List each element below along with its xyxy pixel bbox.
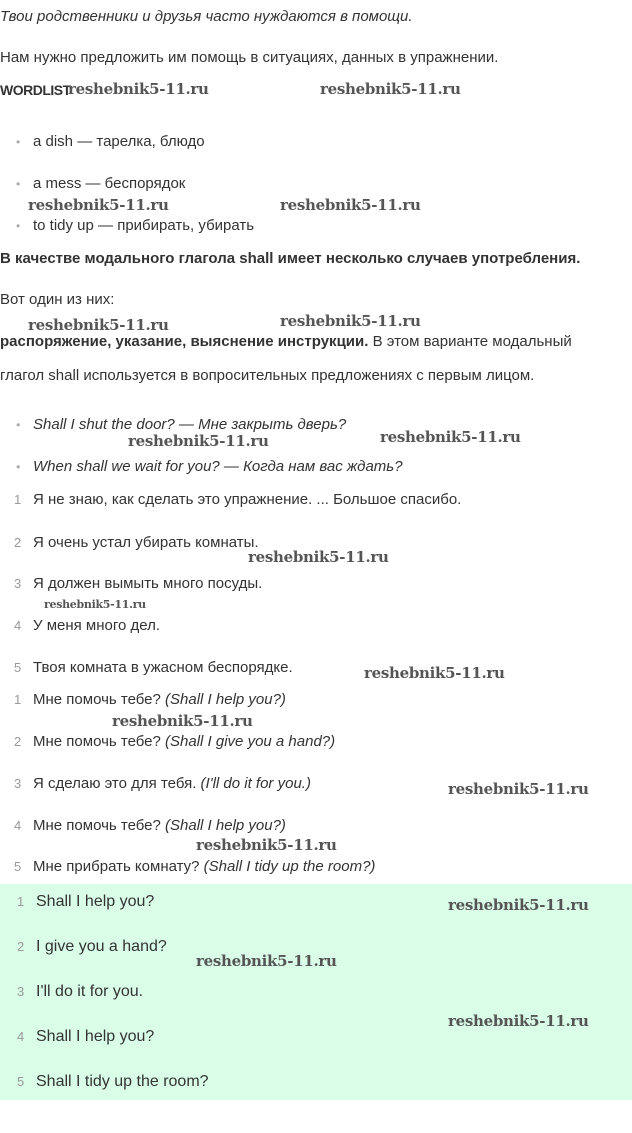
watermark: reshebnik5-11.ru — [196, 952, 337, 970]
watermark: reshebnik5-11.ru — [44, 598, 146, 611]
watermark: reshebnik5-11.ru — [320, 80, 461, 98]
bullet-icon: • — [16, 135, 21, 149]
grammar-text: распоряжение, указание, выяснение инструкции. В этом варианте модальный — [0, 333, 572, 350]
watermark: reshebnik5-11.ru — [380, 428, 521, 446]
bullet-icon: • — [16, 219, 21, 233]
watermark: reshebnik5-11.ru — [112, 712, 253, 730]
watermark: reshebnik5-11.ru — [280, 196, 421, 214]
watermark: reshebnik5-11.ru — [448, 780, 589, 798]
watermark: reshebnik5-11.ru — [448, 896, 589, 914]
intro-line: Нам нужно предложить им помощь в ситуациях, данных в упражнении. — [0, 49, 499, 66]
watermark: reshebnik5-11.ru — [128, 432, 269, 450]
grammar-text: глагол shall используется в вопросительных предложениях с первым лицом. — [0, 367, 535, 384]
intro-line: Твои родственники и друзья часто нуждаются в помощи. — [0, 8, 413, 25]
watermark: reshebnik5-11.ru — [248, 548, 389, 566]
watermark: reshebnik5-11.ru — [364, 664, 505, 682]
bullet-icon: • — [16, 177, 21, 191]
watermark: reshebnik5-11.ru — [68, 80, 209, 98]
wordlist-title: WORDLIST — [0, 82, 71, 98]
watermark: reshebnik5-11.ru — [28, 196, 169, 214]
bullet-icon: • — [16, 460, 21, 474]
watermark: reshebnik5-11.ru — [28, 316, 169, 334]
watermark: reshebnik5-11.ru — [196, 836, 337, 854]
grammar-heading: В качестве модального глагола shall имеет несколько случаев употребления. — [0, 250, 581, 267]
bullet-icon: • — [16, 418, 21, 432]
watermark: reshebnik5-11.ru — [448, 1012, 589, 1030]
watermark: reshebnik5-11.ru — [280, 312, 421, 330]
grammar-text: Вот один из них: — [0, 291, 115, 308]
